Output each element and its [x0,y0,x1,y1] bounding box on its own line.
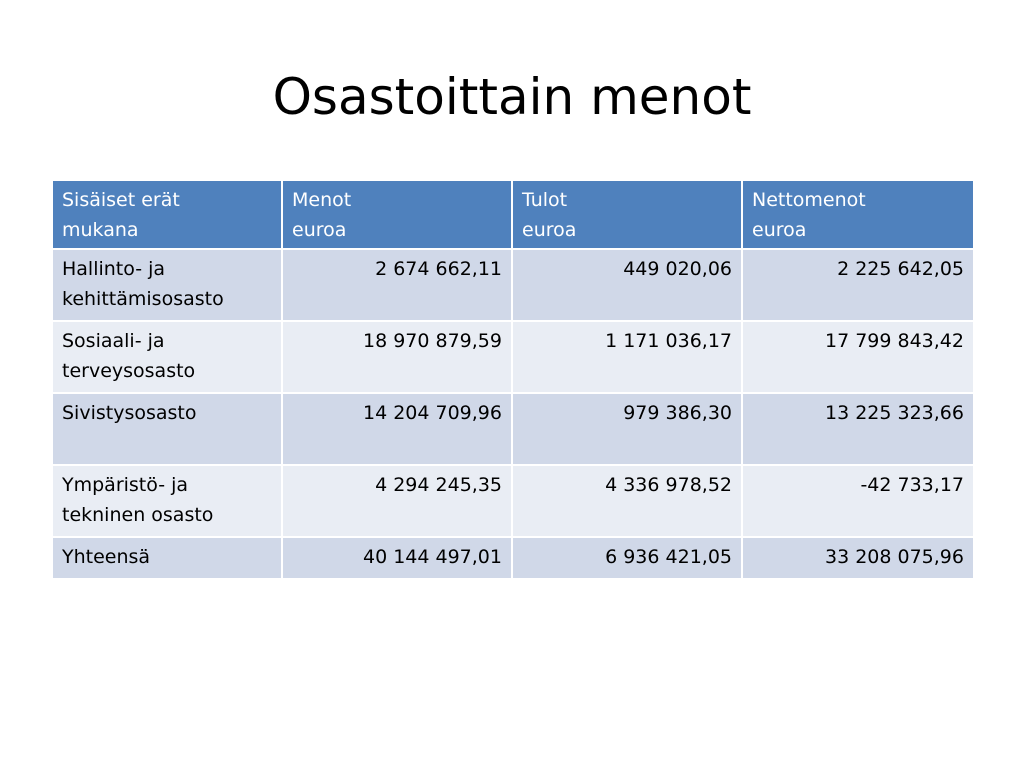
header-cell-nettomenot [742,180,974,249]
tulot-cell: 6 936 421,05 [512,537,742,579]
row-label-cell [52,393,282,465]
row-label: terveysosasto [62,360,196,382]
header-text: mukana [62,219,139,241]
table-row [52,393,974,465]
header-cell-tulot [512,180,742,249]
header-cell-department [52,180,282,249]
header-text: Menot [292,189,352,211]
menot-cell: 4 294 245,35 [282,465,512,537]
header-text: euroa [292,219,347,241]
header-text: Tulot [522,189,568,211]
table-header-row [52,180,974,249]
row-label-cell [52,537,282,579]
menot-cell: 18 970 879,59 [282,321,512,393]
row-label: Yhteensä [62,546,151,568]
tulot-cell: 4 336 978,52 [512,465,742,537]
row-label: Sosiaali- ja [62,330,165,352]
header-cell-menot [282,180,512,249]
menot-cell: 14 204 709,96 [282,393,512,465]
nettomenot-cell: 33 208 075,96 [742,537,974,579]
header-text: Nettomenot [752,189,866,211]
row-label-cell [52,249,282,321]
row-label: kehittämisosasto [62,288,224,310]
menot-cell: 2 674 662,11 [282,249,512,321]
row-label: Hallinto- ja [62,258,166,280]
expenses-table [51,179,975,580]
row-label: Sivistysosasto [62,402,197,424]
tulot-cell: 449 020,06 [512,249,742,321]
header-text: Sisäiset erät [62,189,180,211]
table-row [52,249,974,321]
table-row [52,465,974,537]
row-label-cell [52,321,282,393]
nettomenot-cell: -42 733,17 [742,465,974,537]
row-label: tekninen osasto [62,504,214,526]
tulot-cell: 1 171 036,17 [512,321,742,393]
slide-title: Osastoittain menot [272,68,752,126]
nettomenot-cell: 13 225 323,66 [742,393,974,465]
nettomenot-cell: 2 225 642,05 [742,249,974,321]
row-label-cell [52,465,282,537]
table-total-row [52,537,974,579]
nettomenot-cell: 17 799 843,42 [742,321,974,393]
tulot-cell: 979 386,30 [512,393,742,465]
table-row [52,321,974,393]
header-text: euroa [522,219,577,241]
menot-cell: 40 144 497,01 [282,537,512,579]
row-label: Ympäristö- ja [62,474,189,496]
header-text: euroa [752,219,807,241]
